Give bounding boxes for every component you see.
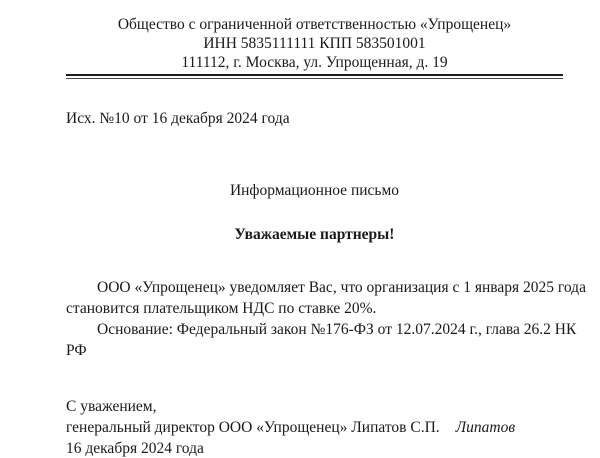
body-paragraph — [66, 319, 600, 361]
body-paragraph-line: становится плательщиком НДС по ставке 20%. — [66, 300, 377, 317]
document-title: Информационное письмо — [229, 182, 400, 199]
signer-title-name: генеральный директор ООО «Упрощенец» Липатов С.П. — [66, 419, 440, 436]
signature-block — [66, 396, 600, 458]
letterhead-divider — [66, 74, 563, 79]
letterhead — [66, 15, 563, 72]
signature-closing: С уважением, — [66, 398, 157, 415]
body-paragraph-line: ООО «Упрощенец» уведомляет Вас, что организация с 1 января 2025 года — [97, 279, 586, 296]
signature-date: 16 декабря 2024 года — [66, 440, 204, 457]
body-paragraph-line: РФ — [66, 342, 87, 359]
company-name: Общество с ограниченной ответственностью «Упрощенец» — [117, 16, 512, 33]
outgoing-number: Исх. №10 от 16 декабря 2024 года — [66, 110, 290, 127]
body-paragraph-line: Основание: Федеральный закон №176-ФЗ от 12.07.2024 г., глава 26.2 НК — [97, 321, 577, 338]
signer-line — [66, 417, 600, 438]
inn-kpp: ИНН 5835111111 КПП 583501001 — [203, 35, 426, 52]
letter-body — [66, 277, 600, 361]
handwritten-signature: Липатов — [455, 419, 516, 436]
body-paragraph — [66, 277, 600, 319]
company-address: 111112, г. Москва, ул. Упрощенная, д. 19 — [181, 54, 448, 71]
salutation: Уважаемые партнеры! — [234, 226, 395, 243]
